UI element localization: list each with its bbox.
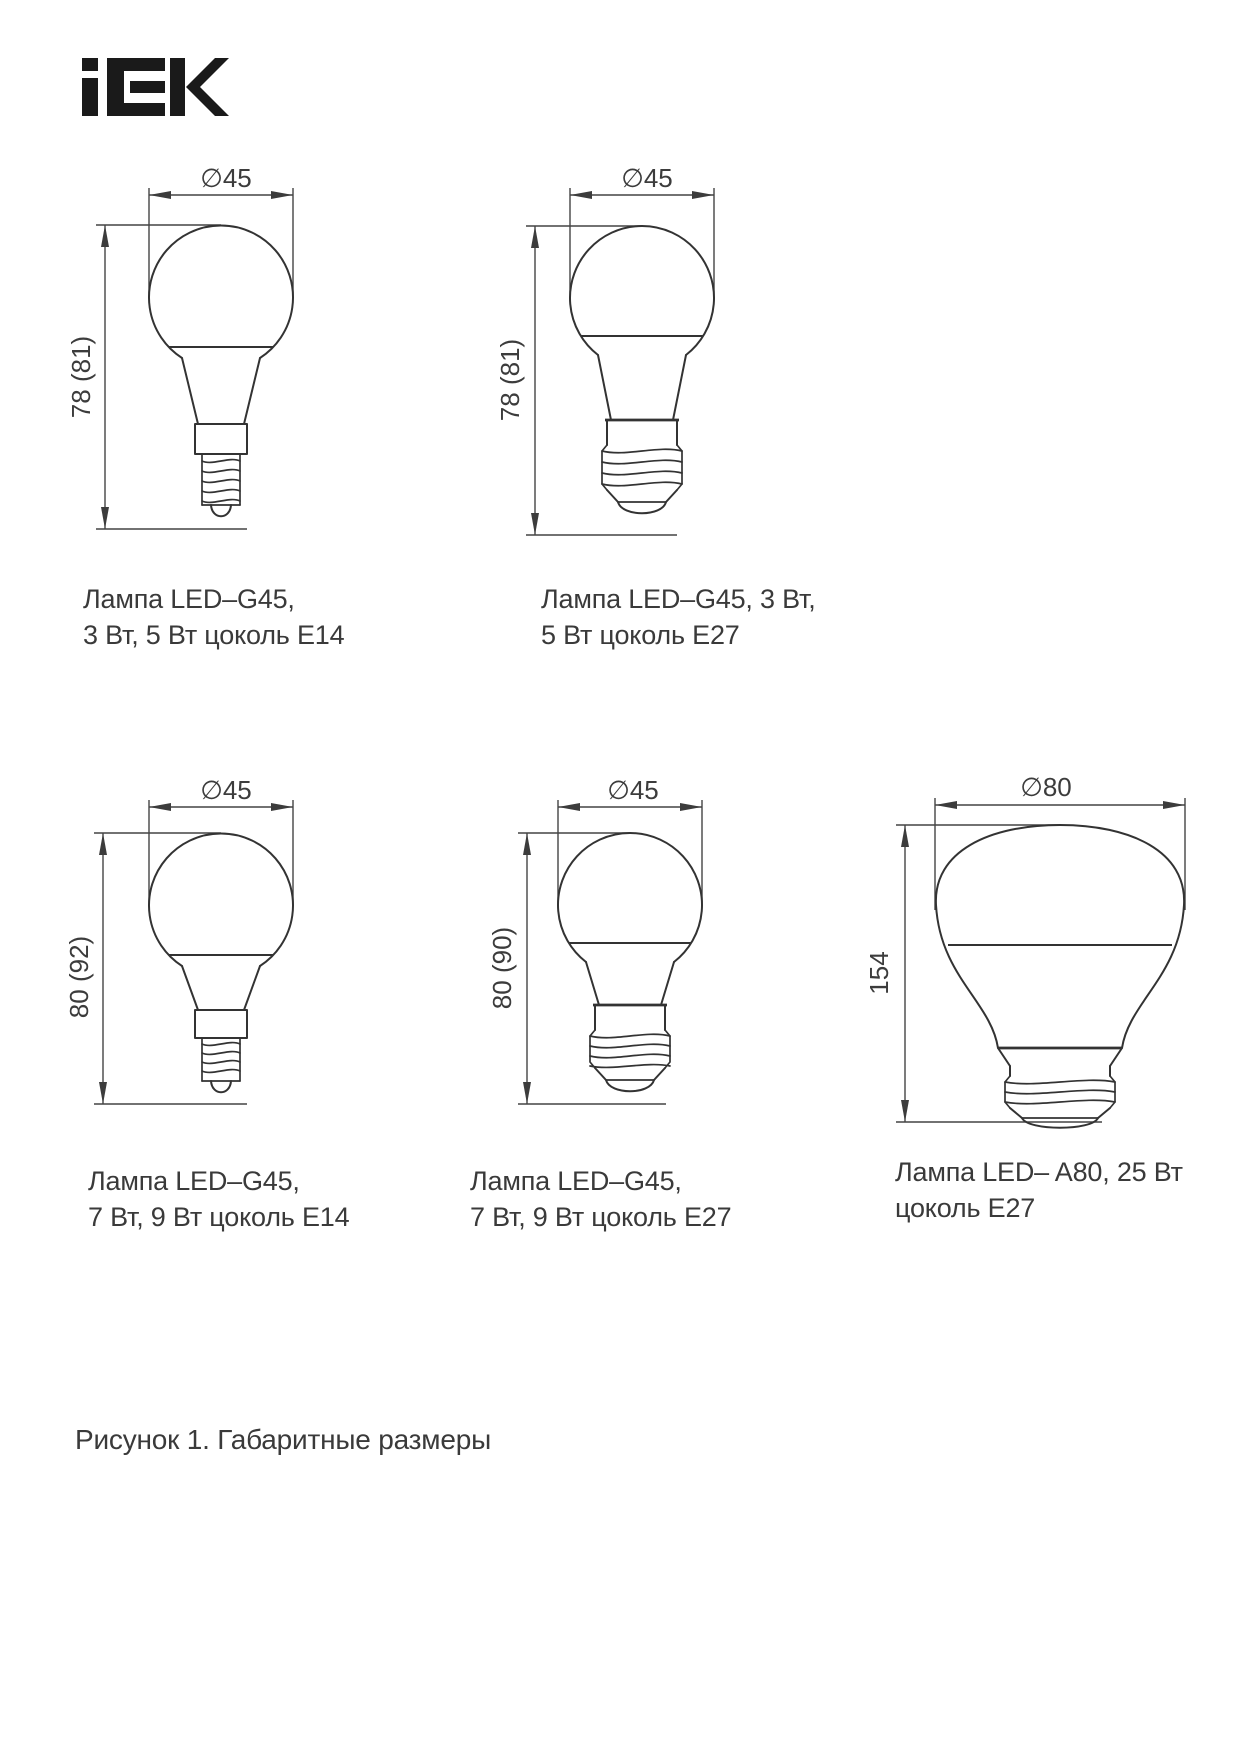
height-dimension-label: 80 (92) xyxy=(64,935,94,1019)
caption-line: Лампа LED– A80, 25 Вт xyxy=(895,1157,1183,1187)
bulb-globe xyxy=(149,225,293,358)
caption-line: 7 Вт, 9 Вт цоколь E14 xyxy=(88,1202,350,1232)
bulb-screw-base-e14 xyxy=(202,1038,240,1092)
bulb-collar xyxy=(195,424,247,454)
height-dimension-label: 80 (90) xyxy=(487,926,517,1010)
caption-lamp-g45-e14-large xyxy=(88,1163,349,1235)
bulb-screw-base-e14 xyxy=(202,454,240,516)
diameter-dimension-label: ∅45 xyxy=(621,163,673,193)
bulb-screw-base-e27 xyxy=(590,1005,670,1091)
bulb-screw-base-e27 xyxy=(998,1048,1122,1128)
iek-logo-glyphs xyxy=(82,58,229,116)
drawing-lamp-a80-e27 xyxy=(850,730,1210,1140)
bulb-globe xyxy=(149,833,293,966)
diameter-dimension-label: ∅45 xyxy=(200,775,252,805)
drawing-lamp-g45-e14-small xyxy=(66,158,315,543)
caption-line: Лампа LED–G45, xyxy=(88,1166,300,1196)
diameter-dimension-label: ∅45 xyxy=(607,775,659,805)
diameter-dimension-label: ∅80 xyxy=(1020,772,1072,802)
drawing-lamp-g45-e27-small xyxy=(440,158,740,548)
caption-lamp-g45-e27-small xyxy=(541,581,816,653)
caption-line: Лампа LED–G45, xyxy=(470,1166,682,1196)
height-dimension-label: 154 xyxy=(864,951,894,995)
caption-line: 5 Вт цоколь E27 xyxy=(541,620,740,650)
iek-logo xyxy=(82,58,232,116)
height-dimension-label: 78 (81) xyxy=(66,335,96,419)
caption-lamp-g45-e27-large xyxy=(470,1163,731,1235)
height-dimension-label: 78 (81) xyxy=(495,338,525,422)
drawing-lamp-g45-e27-large xyxy=(440,740,740,1115)
bulb-globe xyxy=(936,825,1184,1048)
bulb-screw-base-e27 xyxy=(602,420,682,513)
caption-line: 3 Вт, 5 Вт цоколь E14 xyxy=(83,620,345,650)
caption-line: Лампа LED–G45, xyxy=(83,584,295,614)
caption-lamp-a80-e27 xyxy=(895,1154,1183,1226)
drawing-lamp-g45-e14-large xyxy=(64,740,315,1115)
diameter-dimension-label: ∅45 xyxy=(200,163,252,193)
caption-line: Лампа LED–G45, 3 Вт, xyxy=(541,584,816,614)
caption-lamp-g45-e14-small xyxy=(83,581,344,653)
caption-line: цоколь E27 xyxy=(895,1193,1036,1223)
caption-line: 7 Вт, 9 Вт цоколь E27 xyxy=(470,1202,732,1232)
bulb-collar xyxy=(195,1010,247,1038)
figure-caption: Рисунок 1. Габаритные размеры xyxy=(75,1424,492,1455)
